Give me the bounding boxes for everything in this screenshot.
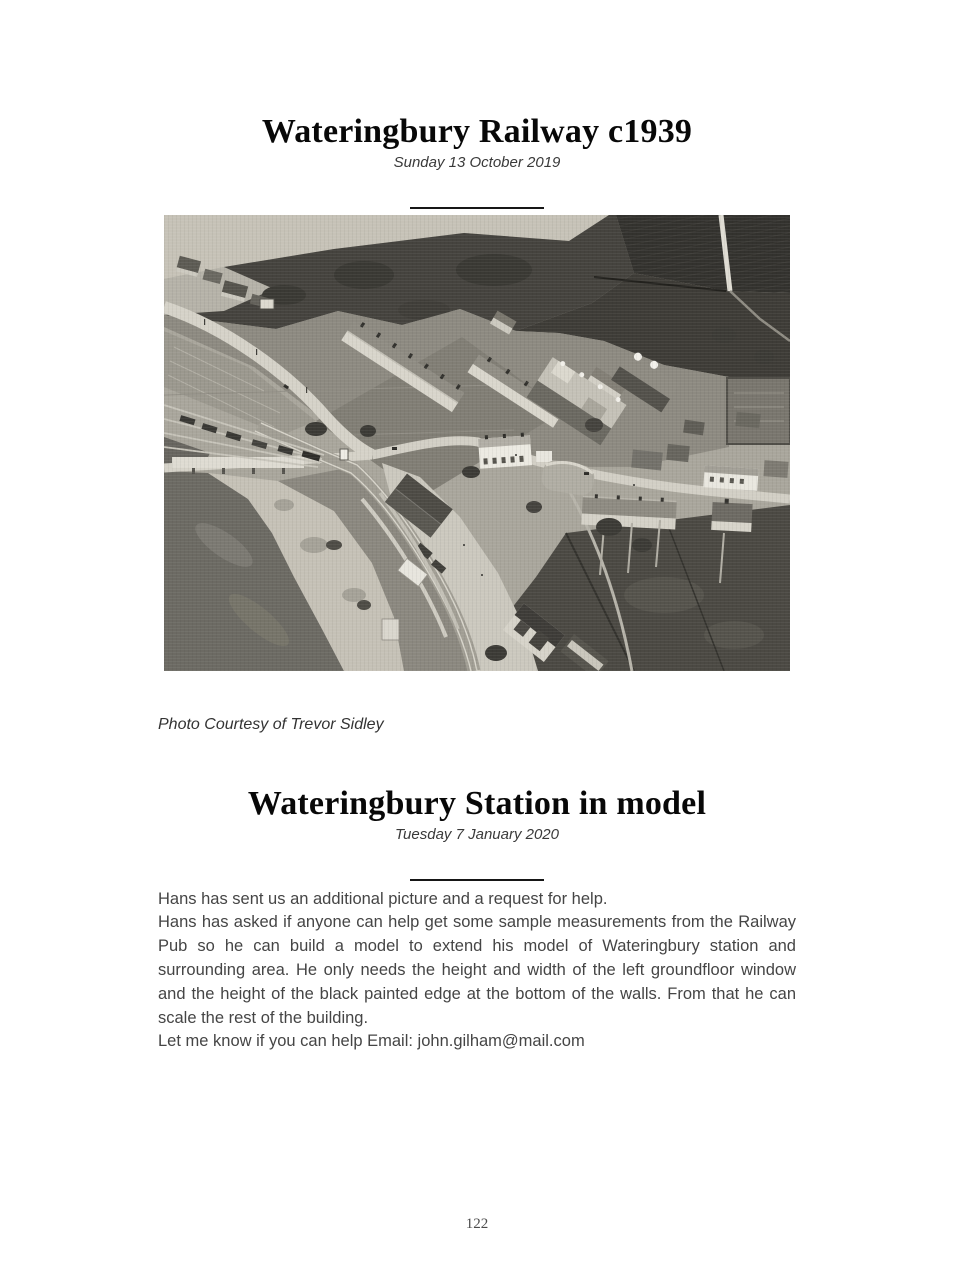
- aerial-photo-illustration: [164, 215, 790, 671]
- body-paragraph-contact: Let me know if you can help Email: john.gilham@mail.com: [158, 1032, 585, 1051]
- body-paragraph-request: Hans has asked if anyone can help get some sample measurements from the Railway Pub so he can build a model to extend his model of Wateringbury station and surrounding area. He only needs the height and width of the left groundfloor window and the height of the black painted edge at the bottom of the walls. From that he can scale the rest of the building.: [158, 913, 796, 1027]
- page-number: 122: [465, 1216, 489, 1232]
- photo-caption: Photo Courtesy of Trevor Sidley: [158, 715, 384, 733]
- aerial-photo: [164, 215, 790, 671]
- post1-date: Sunday 13 October 2019: [393, 153, 561, 171]
- post2-header: [0, 784, 954, 843]
- aerial-photo-figure: [158, 215, 790, 734]
- section-divider-1: [410, 207, 544, 209]
- body-paragraph-intro: Hans has sent us an additional picture and a request for help.: [158, 889, 608, 908]
- post2-body: [158, 888, 796, 1055]
- post2-title: Wateringbury Station in model: [247, 784, 707, 822]
- post1-title: Wateringbury Railway c1939: [261, 113, 693, 150]
- post2-date: Tuesday 7 January 2020: [395, 825, 559, 843]
- section-divider-2: [410, 879, 544, 881]
- post1-header: [0, 0, 954, 171]
